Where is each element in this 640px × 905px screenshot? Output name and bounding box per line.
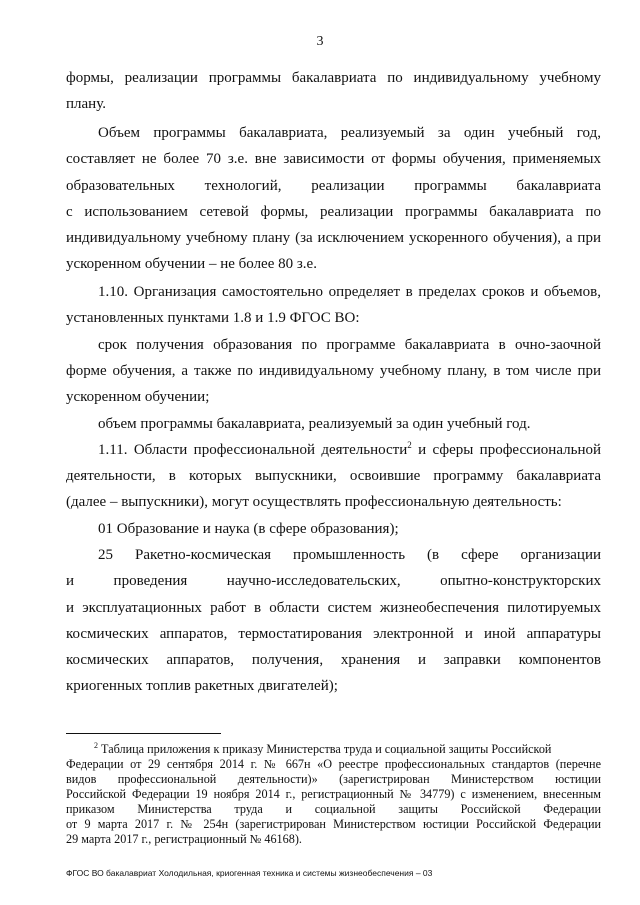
- body-line: составляет не более 70 з.е. вне зависимости от формы обучения, применяемых: [66, 151, 601, 167]
- body-line: форме обучения, а также по индивидуальному учебному плану, в том числе при: [66, 363, 601, 379]
- footnote-line: от 9 марта 2017 г. № 254н (зарегистрирован Министерством юстиции Российской Федерации: [66, 817, 601, 831]
- footnote-line: приказом Министерства труда и социальной защиты Российской Федерации: [66, 802, 601, 816]
- body-line: 01 Образование и наука (в сфере образования);: [98, 521, 399, 537]
- page-footer: ФГОС ВО бакалавриат Холодильная, криогенная техника и системы жизнеобеспечения – 03: [66, 868, 433, 878]
- body-line: космических аппаратов, термостатирования электронной и иной аппаратуры: [66, 626, 601, 642]
- footnote-ref[interactable]: 2: [407, 440, 412, 450]
- footnote-text: Таблица приложения к приказу Министерства труда и социальной защиты Российской: [98, 742, 552, 756]
- body-line: ускоренном обучении;: [66, 389, 210, 405]
- footnote-line: видов профессиональной деятельности)» (зарегистрирован Министерством юстиции: [66, 772, 601, 786]
- body-line: индивидуальному учебному плану (за исключением ускоренного обучения), а при: [66, 230, 601, 246]
- body-line: криогенных топлив ракетных двигателей);: [66, 678, 338, 694]
- body-line: Объем программы бакалавриата, реализуемый за один учебный год,: [98, 125, 601, 141]
- body-line-tail: и сферы профессиональной: [411, 442, 601, 458]
- body-line: 25 Ракетно-космическая промышленность (в сфере организации: [98, 547, 601, 563]
- body-line: образовательных технологий, реализации программы бакалавриата: [66, 178, 601, 194]
- body-line: с использованием сетевой формы, реализации программы бакалавриата по: [66, 204, 601, 220]
- body-line: ускоренном обучении – не более 80 з.е.: [66, 256, 317, 272]
- body-line: и эксплуатационных работ в области систем жизнеобеспечения пилотируемых: [66, 600, 601, 616]
- body-line: и проведения научно-исследовательских, опытно-конструкторских: [66, 573, 601, 589]
- body-line: плану.: [66, 96, 106, 112]
- body-line: (далее – выпускники), могут осуществлять профессиональную деятельность:: [66, 494, 562, 510]
- body-line-with-footnote-ref: [98, 441, 601, 459]
- body-line: деятельности, в которых выпускники, освоившие программу бакалавриата: [66, 468, 601, 484]
- body-line: космических аппаратов, получения, хранения и заправки компонентов: [66, 652, 601, 668]
- footnote-separator: [66, 733, 221, 734]
- page-number: 3: [316, 34, 324, 49]
- body-line-head: 1.11. Области профессиональной деятельности: [98, 442, 408, 458]
- body-line: объем программы бакалавриата, реализуемый за один учебный год.: [98, 416, 531, 432]
- body-line: установленных пунктами 1.8 и 1.9 ФГОС ВО:: [66, 310, 360, 326]
- body-line: срок получения образования по программе бакалавриата в очно-заочной: [98, 337, 601, 353]
- footnote-marker: 2: [94, 740, 98, 750]
- footnote-line: Российской Федерации 19 ноября 2014 г., регистрационный № 34779) с изменением, внесенным: [66, 787, 601, 801]
- footnote-line: 29 марта 2017 г., регистрационный № 46168).: [66, 832, 302, 846]
- footnote-line: Федерации от 29 сентября 2014 г. № 667н «О реестре профессиональных стандартов (перечне: [66, 757, 601, 771]
- body-line: 1.10. Организация самостоятельно определяет в пределах сроков и объемов,: [98, 284, 601, 300]
- footnote-line: [94, 742, 601, 756]
- body-line: формы, реализации программы бакалавриата по индивидуальному учебному: [66, 70, 601, 86]
